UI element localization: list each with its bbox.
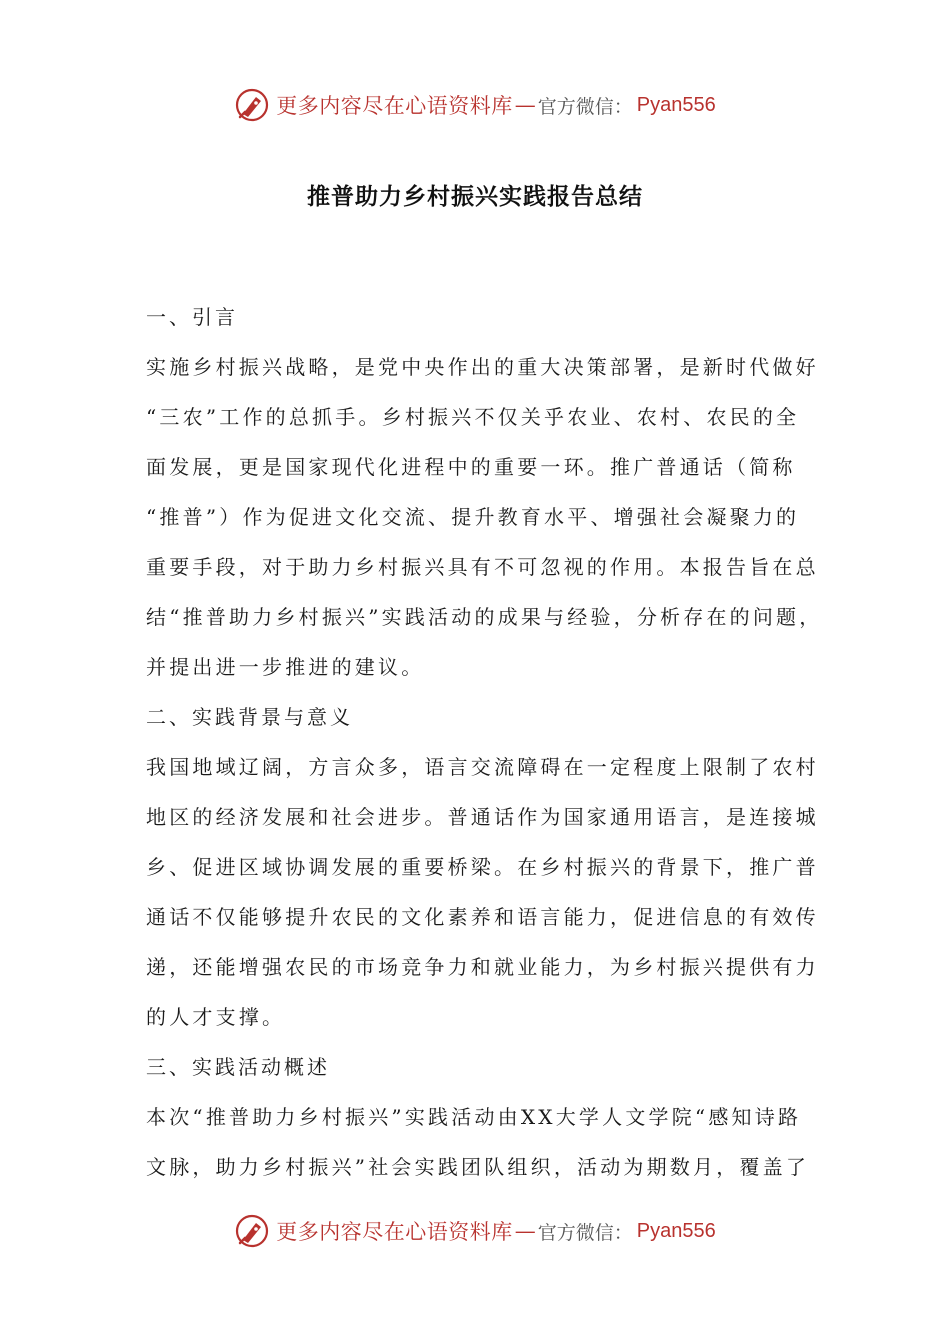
paragraph-line: 通话不仅能够提升农民的文化素养和语言能力，促进信息的有效传 (146, 905, 819, 929)
pen-nib-logo-icon (234, 87, 270, 123)
watermark-banner-bottom (0, 1206, 950, 1256)
section-heading: 三、实践活动概述 (146, 1055, 330, 1079)
section-heading: 二、实践背景与意义 (146, 705, 353, 729)
document-body (146, 292, 826, 1192)
watermark-site-text: 更多内容尽在心语资料库 (276, 1220, 513, 1244)
document-title: 推普助力乡村振兴实践报告总结 (307, 183, 643, 210)
paragraph-line: 乡、促进区域协调发展的重要桥梁。在乡村振兴的背景下，推广普 (146, 855, 819, 879)
watermark-wechat-label: 官方微信： (537, 1221, 633, 1244)
watermark-banner-top (0, 80, 950, 130)
paragraph-line: “三农”工作的总抓手。乡村振兴不仅关乎农业、农村、农民的全 (146, 405, 800, 429)
watermark-site-text: 更多内容尽在心语资料库 (276, 94, 513, 118)
paragraph-line: 递，还能增强农民的市场竞争力和就业能力，为乡村振兴提供有力 (146, 955, 819, 979)
paragraph-line: 并提出进一步推进的建议。 (146, 655, 425, 679)
paragraph-line: 面发展，更是国家现代化进程中的重要一环。推广普通话（简称 (146, 455, 796, 479)
watermark-wechat-id: Pyan556 (636, 1219, 716, 1242)
pen-nib-logo-icon (234, 1213, 270, 1249)
watermark-wechat-label: 官方微信： (537, 95, 633, 118)
paragraph-line: “推普”）作为促进文化交流、提升教育水平、增强社会凝聚力的 (146, 505, 800, 529)
paragraph-line: 地区的经济发展和社会进步。普通话作为国家通用语言，是连接城 (146, 805, 819, 829)
watermark-dash: — (514, 1219, 536, 1243)
paragraph-line: 本次“推普助力乡村振兴”实践活动由XX大学人文学院“感知诗路 (146, 1105, 802, 1129)
paragraph-line: 的人才支撑。 (146, 1005, 286, 1029)
paragraph-line: 我国地域辽阔，方言众多，语言交流障碍在一定程度上限制了农村 (146, 755, 819, 779)
paragraph-line: 实施乡村振兴战略，是党中央作出的重大决策部署，是新时代做好 (146, 355, 819, 379)
watermark-wechat-id: Pyan556 (636, 93, 716, 116)
section-heading: 一、引言 (146, 305, 238, 329)
paragraph-line: 结“推普助力乡村振兴”实践活动的成果与经验，分析存在的问题， (146, 605, 823, 629)
paragraph-line: 重要手段，对于助力乡村振兴具有不可忽视的作用。本报告旨在总 (146, 555, 819, 579)
paragraph-line: 文脉，助力乡村振兴”社会实践团队组织，活动为期数月，覆盖了 (146, 1155, 810, 1179)
watermark-dash: — (514, 93, 536, 117)
